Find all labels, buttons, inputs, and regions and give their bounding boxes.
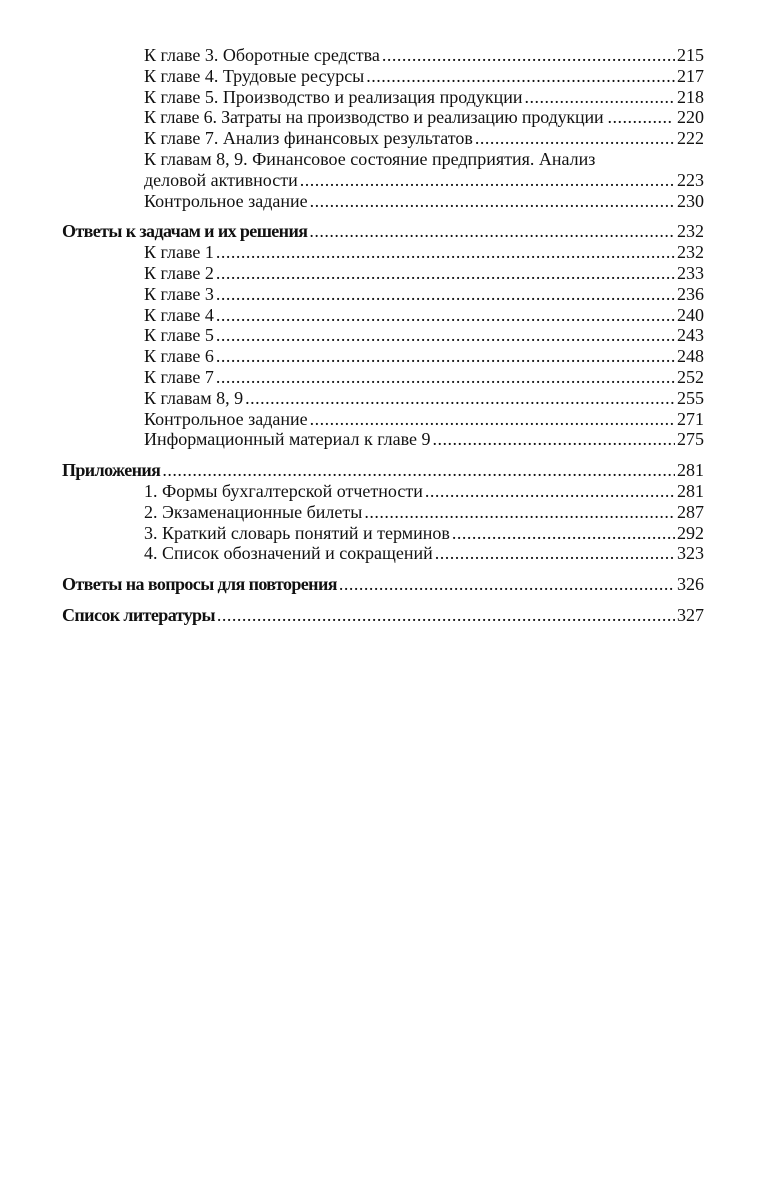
toc-section-title: Список литературы [62,604,215,625]
toc-section-page: 327 [677,604,704,625]
toc-leader-dots [366,66,675,87]
toc-leader-dots [300,170,675,191]
toc-leader-dots [216,305,675,326]
toc-entry-page: 232 [677,242,704,263]
toc-entry [62,409,704,430]
toc-entry [62,367,704,388]
toc-leader-dots [382,45,675,66]
toc-entry-title: 2. Экзаменационные билеты [144,501,363,522]
toc-entry-title: К главе 2 [144,262,214,283]
toc-entry [62,284,704,305]
toc-leader-dots [216,367,675,388]
toc-entry [62,87,704,108]
toc-entry [62,242,704,263]
toc-entry-title: К главе 5. Производство и реализация продукции [144,86,523,107]
toc-entry-title: К главе 1 [144,242,214,263]
toc-entry-title: К главе 6. Затраты на производство и реализацию продукции [144,107,604,128]
toc-leader-dots [216,284,675,305]
toc-section-page: 232 [677,221,704,242]
toc-entry-continued-line [62,149,704,170]
toc-entry [62,170,704,191]
toc-section-page: 326 [677,574,704,595]
toc-leader-dots [216,325,675,346]
toc-entry-page: 243 [677,325,704,346]
toc-entry-title: К главе 3. Оборотные средства [144,45,380,65]
toc-entry-title: К главе 7. Анализ финансовых результатов [144,128,473,149]
toc-entry [62,502,704,523]
toc-entry-title: деловой активности [144,169,298,190]
toc-entry-title: К главам 8, 9 [144,387,244,408]
toc-section-title: Ответы на вопросы для повторения [62,574,337,595]
toc-entry [62,128,704,149]
toc-entry-page: 236 [677,283,704,304]
toc-entry-page: 275 [677,429,704,450]
toc-entry-title: Контрольное задание [144,190,308,211]
toc-entry-page: 222 [677,128,704,149]
toc-entry-page: 252 [677,366,704,387]
toc-entry [62,523,704,544]
toc-leader-dots [245,388,675,409]
toc-entry-title: Информационный материал к главе 9 [144,429,431,450]
toc-entry [62,305,704,326]
toc-leader-dots [310,191,675,212]
toc-entry-page: 323 [677,543,704,564]
toc-leader-dots [435,543,675,564]
toc-entry-page: 287 [677,501,704,522]
table-of-contents [62,45,704,626]
toc-leader-dots [162,460,675,481]
toc-entry-page: 233 [677,262,704,283]
toc-entry-page: 292 [677,522,704,543]
toc-section-title: Ответы к задачам и их решения [62,221,308,242]
toc-entry [62,543,704,564]
toc-entry-page: 223 [677,169,704,190]
toc-entry-title: К главе 6 [144,346,214,367]
toc-entry-page: 217 [677,65,704,86]
toc-entry [62,66,704,87]
toc-leader-dots [607,107,673,128]
toc-entry-title-line1: К главам 8, 9. Финансовое состояние предприятия. Анализ [144,148,596,169]
toc-entry [62,429,704,450]
toc-entry-page: 220 [677,107,704,128]
toc-entry-title: 4. Список обозначений и сокращений [144,543,433,564]
toc-section-title: Приложения [62,460,161,481]
toc-entry-title: Контрольное задание [144,408,308,429]
toc-leader-dots [217,605,675,626]
toc-entry-title: 1. Формы бухгалтерской отчетности [144,480,423,501]
toc-entry-page: 255 [677,387,704,408]
toc-section [62,574,704,595]
toc-entry [62,263,704,284]
toc-leader-dots [433,429,675,450]
toc-entry-title: 3. Краткий словарь понятий и терминов [144,522,450,543]
toc-section [62,460,704,481]
toc-entry-page: 248 [677,346,704,367]
toc-entry-page: 218 [677,86,704,107]
toc-entry-title: К главе 3 [144,283,214,304]
toc-entry [62,191,704,212]
toc-leader-dots [425,481,675,502]
toc-leader-dots [216,263,675,284]
toc-leader-dots [452,523,675,544]
toc-entry-page: 215 [677,45,704,65]
toc-entry [62,346,704,367]
toc-section [62,605,704,626]
toc-section [62,221,704,242]
toc-leader-dots [310,409,675,430]
toc-entry [62,325,704,346]
toc-entry-page: 281 [677,480,704,501]
toc-leader-dots [339,574,675,595]
toc-entry [62,481,704,502]
toc-entry-title: К главе 7 [144,366,214,387]
toc-entry [62,107,704,128]
toc-leader-dots [309,221,675,242]
toc-entry-title: К главе 4. Трудовые ресурсы [144,65,365,86]
toc-entry-title: К главе 4 [144,304,214,325]
toc-leader-dots [216,242,675,263]
toc-entry-title: К главе 5 [144,325,214,346]
toc-leader-dots [475,128,675,149]
toc-leader-dots [524,87,675,108]
toc-leader-dots [364,502,675,523]
toc-entry [62,388,704,409]
toc-entry-page: 230 [677,190,704,211]
toc-entry-page: 240 [677,304,704,325]
toc-entry-page: 271 [677,408,704,429]
toc-section-page: 281 [677,460,704,481]
toc-leader-dots [216,346,675,367]
toc-entry [62,45,704,66]
